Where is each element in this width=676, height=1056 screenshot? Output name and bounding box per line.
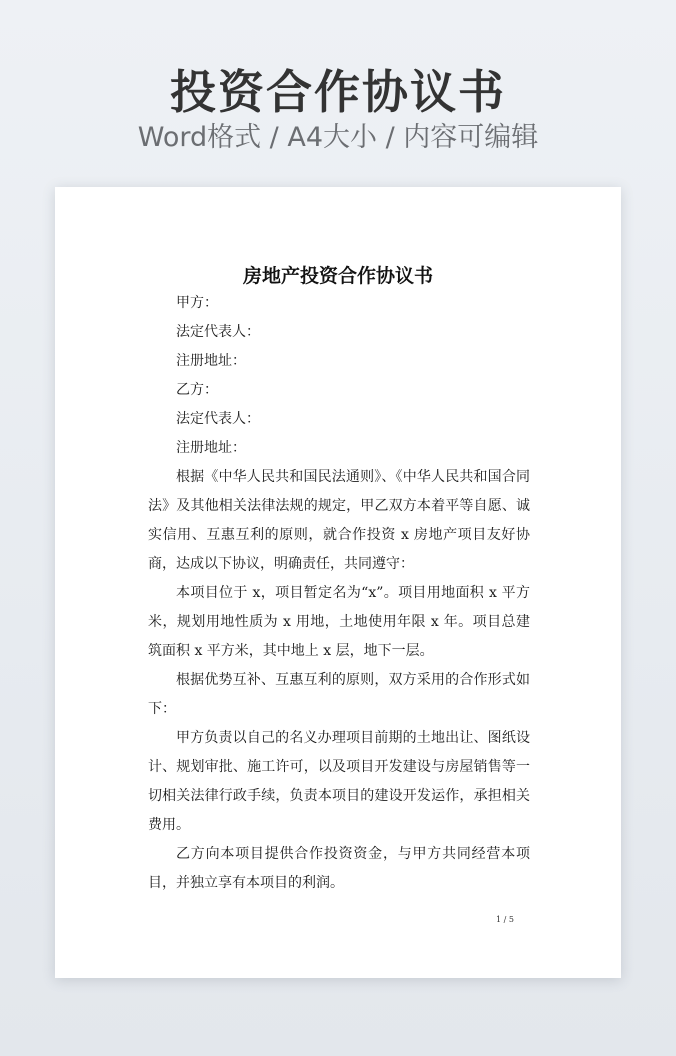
field-party-a: 甲方： <box>176 295 218 311</box>
field-party-b-representative: 法定代表人： <box>176 411 260 427</box>
document-page <box>55 187 621 978</box>
field-party-a-representative: 法定代表人： <box>176 324 260 340</box>
document-title: 房地产投资合作协议书 <box>242 265 433 287</box>
paragraph-party-a-duties: 甲方负责以自己的名义办理项目前期的土地出让、图纸设计、规划审批、施工许可，以及项目开发建设与房屋销售等一切相关法律行政手续，负责本项目的建设开发运作，承担相关费用。 <box>148 730 530 833</box>
field-party-b: 乙方： <box>176 382 218 398</box>
banner-subtitle: Word格式 / A4大小 / 内容可编辑 <box>137 122 539 153</box>
paragraph-cooperation-form: 根据优势互补、互惠互利的原则，双方采用的合作形式如下： <box>148 672 530 717</box>
paragraph-party-b-duties: 乙方向本项目提供合作投资资金，与甲方共同经营本项目，并独立享有本项目的利润。 <box>148 846 530 891</box>
document-body <box>148 289 530 898</box>
field-party-b-address: 注册地址： <box>176 440 246 456</box>
field-party-a-address: 注册地址： <box>176 353 246 369</box>
paragraph-project-location: 本项目位于 x，项目暂定名为“x”。项目用地面积 x 平方米，规划用地性质为 x 用地，土地使用年限 x 年。项目总建筑面积 x 平方米，其中地上 x 层，地下一层。 <box>148 585 530 659</box>
banner-title: 投资合作协议书 <box>170 65 506 119</box>
paragraph-legal-basis: 根据《中华人民共和国民法通则》、《中华人民共和国合同法》及其他相关法律法规的规定，甲乙双方本着平等自愿、诚实信用、互惠互利的原则，就合作投资 x 房地产项目友好协商，达成以下协议，明确责任，共同遵守： <box>148 469 530 572</box>
page-number: 1 / 5 <box>496 915 514 924</box>
